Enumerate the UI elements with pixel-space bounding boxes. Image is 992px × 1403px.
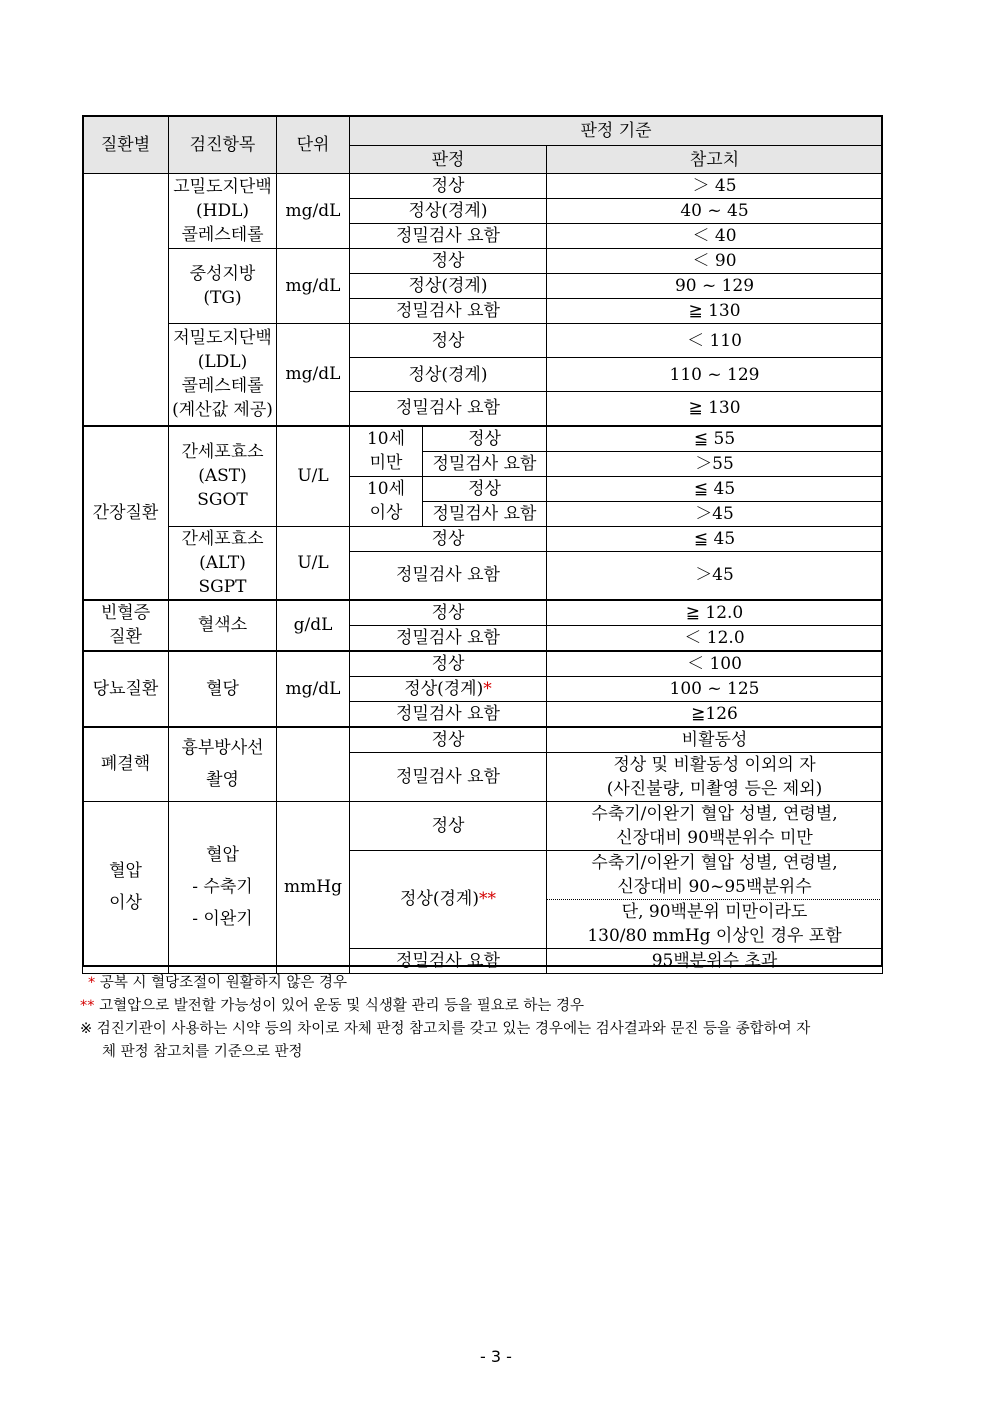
judgment: 정상(경계)** [350,850,547,948]
reference: 단, 90백분위 미만이라도 130/80 mmHg 이상인 경우 포함 [547,899,883,948]
unit-alt: U/L [277,526,350,600]
unit-glucose: mg/dL [277,651,350,727]
disease-bp: 혈압 이상 [83,801,169,973]
footnote-2: ** 고혈압으로 발전할 가능성이 있어 운동 및 식생활 관리 등을 필요로 하는 경우 [80,998,585,1014]
judgment: 정밀검사 요함 [350,948,547,973]
reference: ≧ 130 [547,299,883,324]
judgment: 정밀검사 요함 [350,392,547,426]
reference: ＜ 110 [547,324,883,358]
footnote-mark: ** [478,889,496,909]
disease-diabetes: 당뇨질환 [83,651,169,727]
judgment: 정밀검사 요함 [423,451,547,476]
reference: ≧ 130 [547,392,883,426]
unit-tg: mg/dL [277,249,350,324]
reference: 수축기/이완기 혈압 성별, 연령별, 신장대비 90~95백분위수 [547,850,883,899]
judgment: 정밀검사 요함 [350,299,547,324]
reference: 100 ~ 125 [547,676,883,701]
header-criteria: 판정 기준 [350,116,883,146]
judgment: 정상(경계) [350,358,547,392]
unit-hdl: mg/dL [277,174,350,249]
unit-chest-xray [277,727,350,802]
reference: ≧ 12.0 [547,600,883,626]
item-glucose: 혈당 [169,651,277,727]
reference: ≦ 45 [547,526,883,552]
item-ast: 간세포효소 (AST) SGOT [169,426,277,527]
judgment: 정상 [350,174,547,199]
reference: 정상 및 비활동성 이외의 자 (사진불량, 미촬영 등은 제외) [547,752,883,801]
item-tg: 중성지방 (TG) [169,249,277,324]
disease-anemia: 빈혈증 질환 [83,600,169,651]
judgment: 정상 [350,526,547,552]
judgment: 정상(경계) [350,199,547,224]
footnote-1: * 공복 시 혈당조절이 원활하지 않은 경우 [88,975,348,991]
judgment: 정상 [350,600,547,626]
reference: 110 ~ 129 [547,358,883,392]
item-bp: 혈압 - 수축기 - 이완기 [169,801,277,973]
judgment: 정상 [423,476,547,501]
reference: ≦ 55 [547,426,883,452]
judgment: 정상 [350,651,547,677]
reference: ≧126 [547,701,883,727]
reference: ＜ 100 [547,651,883,677]
item-alt: 간세포효소 (ALT) SGPT [169,526,277,600]
footnote-3: ※ 검진기관이 사용하는 시약 등의 차이로 자체 판정 참고치를 갖고 있는 경우에는 검사결과와 문진 등을 종합하여 자 [80,1021,811,1037]
header-unit: 단위 [277,116,350,174]
judgment: 정밀검사 요함 [350,625,547,651]
reference: ＜ 40 [547,224,883,249]
judgment: 정상 [423,426,547,452]
item-hemoglobin: 혈색소 [169,600,277,651]
reference: 비활동성 [547,727,883,753]
reference: ＞45 [547,501,883,526]
judgment: 정상 [350,324,547,358]
item-hdl: 고밀도지단백 (HDL) 콜레스테롤 [169,174,277,249]
judgment: 정상(경계) [350,274,547,299]
reference: 95백분위수 초과 [547,948,883,973]
unit-ldl: mg/dL [277,324,350,426]
reference: 수축기/이완기 혈압 성별, 연령별, 신장대비 90백분위수 미만 [547,801,883,850]
disease-liver: 간장질환 [83,426,169,600]
item-chest-xray: 흉부방사선 촬영 [169,727,277,802]
judgment: 정상(경계)* [350,676,547,701]
disease-lipid-cell [83,174,169,426]
header-item: 검진항목 [169,116,277,174]
judgment: 정밀검사 요함 [350,224,547,249]
page-number: - 3 - [480,1347,512,1366]
judgment: 정밀검사 요함 [350,701,547,727]
reference: ＞45 [547,552,883,600]
judgment: 정상 [350,801,547,850]
reference: ＜ 90 [547,249,883,274]
footnote-3-cont: 체 판정 참고치를 기준으로 판정 [102,1044,303,1060]
footnote-mark: * [483,678,492,699]
header-disease: 질환별 [83,116,169,174]
age-over-10: 10세 이상 [350,476,423,526]
judgment: 정밀검사 요함 [350,552,547,600]
reference: ≦ 45 [547,476,883,501]
unit-ast: U/L [277,426,350,527]
disease-tb: 폐결핵 [83,727,169,802]
unit-hemoglobin: g/dL [277,600,350,651]
judgment: 정상 [350,727,547,753]
reference: 40 ~ 45 [547,199,883,224]
header-judgment: 판정 [350,146,547,174]
age-under-10: 10세 미만 [350,426,423,477]
reference: ＞ 45 [547,174,883,199]
judgment: 정밀검사 요함 [350,752,547,801]
judgment: 정상 [350,249,547,274]
header-reference: 참고치 [547,146,883,174]
item-ldl: 저밀도지단백 (LDL) 콜레스테롤 (계산값 제공) [169,324,277,426]
reference: ＜ 12.0 [547,625,883,651]
unit-bp: mmHg [277,801,350,973]
footnotes [80,972,920,1064]
reference: 90 ~ 129 [547,274,883,299]
judgment: 정밀검사 요함 [423,501,547,526]
reference: ＞55 [547,451,883,476]
criteria-table [82,115,883,974]
